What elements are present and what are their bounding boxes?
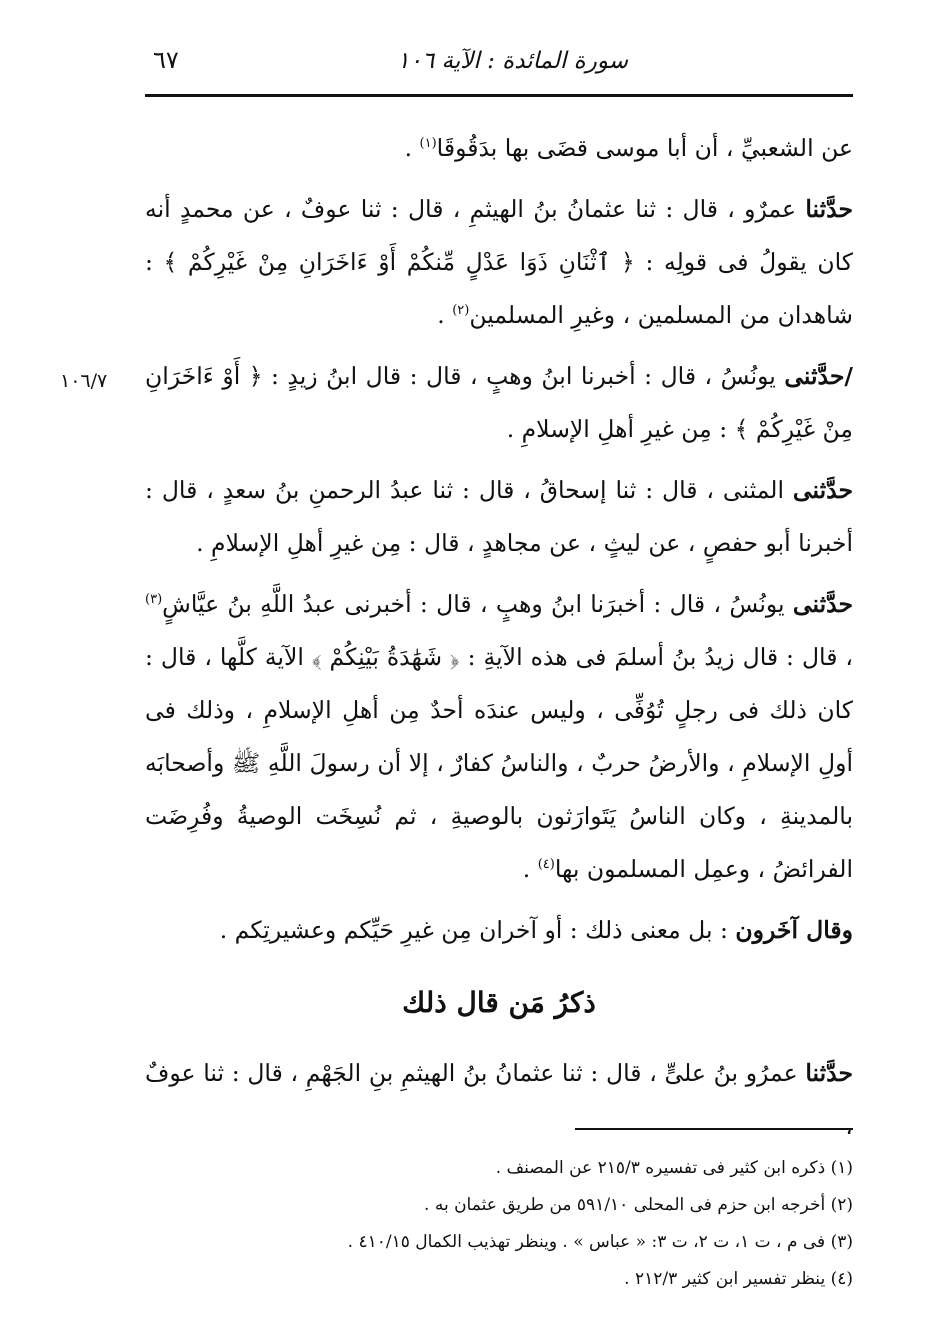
paragraph (145, 1047, 853, 1153)
header-rule (145, 94, 853, 97)
footnote-rule (575, 1128, 853, 1130)
paragraph-end: . (404, 134, 420, 162)
paragraph-end: . (437, 301, 453, 329)
paragraph-text: عن الشعبيِّ ، أن أبا موسى قضَى بها بدَقُوقَا (436, 134, 853, 162)
paragraph (145, 350, 853, 456)
footnote: (١) ذكره ابن كثير فى تفسيره ٢١٥/٣ عن المصنف . (495, 1158, 853, 1178)
footnote: (٤) ينظر تفسير ابن كثير ٢١٢/٣ . (624, 1269, 853, 1289)
paragraph (145, 464, 853, 570)
paragraph-end: ، قال : قال زيدُ بنُ أسلمَ فى هذه الآيةِ : ﴿ شَهَٰدَةُ بَيْنِكُمْ ﴾ الآية كلَّها ، قال : كان ذلك فى رجلٍ تُوُفِّى ، وليس عندَه أحدٌ مِن أهلِ الإسلامِ ، وذلك فى أولِ الإسلامِ ، والأرضُ حربٌ ، والناسُ كفارٌ ، إلا أن رسولَ اللَّهِ ﷺ وأصحابَه بالمدينةِ ، وكان الناسُ يَتَوارَثون بالوصيةِ ، ثم نُسِخَت الوصيةُ وفُرِضَت الفرائضُ ، وعمِل المسلمون بها (145, 643, 853, 883)
paragraph-text: : بل معنى ذلك : أو آخران مِن غيرِ حَيِّكم وعشيرتِكم . (219, 916, 736, 944)
paragraph-text: عمرٌو ، قال : ثنا عثمانُ بنُ الهيثمِ ، قال : ثنا عوفٌ ، عن محمدٍ أنه كان يقولُ فى قولِه : ﴿ ٱثْنَانِ ذَوَا عَدْلٍ مِّنكُمْ أَوْ ءَاخَرَانِ مِنْ غَيْرِكُمْ ﴾ : شاهدان من المسلمين ، وغيرِ المسلمين (145, 195, 853, 329)
footnotes (145, 1150, 853, 1298)
margin-reference: ١٠٦/٧ (60, 370, 108, 392)
section-heading: ذكرُ مَن قال ذلك (402, 986, 596, 1019)
footnote-marker: (٣) (145, 592, 163, 608)
paragraph (145, 183, 853, 342)
footnote-marker: (٢) (452, 303, 470, 319)
paragraph-lead: حدَّثنا (805, 195, 853, 223)
running-header (145, 40, 853, 90)
paragraph-lead: /حدَّثنى (784, 362, 853, 390)
footnote: (٣) فى م ، ت ١، ت ٢، ت ٣: « عباس » . وينظر تهذيب الكمال ٤١٠/١٥ . (347, 1232, 853, 1252)
footnote-marker: (١) (419, 136, 437, 152)
paragraph (145, 122, 853, 175)
paragraph-lead: حدَّثنى (792, 476, 853, 504)
paragraph (145, 904, 853, 957)
paragraph-lead: وقال آخَرون (735, 916, 853, 944)
footnote-marker: (٤) (537, 857, 555, 873)
paragraph-text: عمرُو بنُ علىٍّ ، قال : ثنا عثمانُ بنُ الهيثمِ بنِ الجَهْمِ ، قال : ثنا عوفٌ ، (145, 1059, 853, 1140)
header-title: سورة المائدة : الآية ١٠٦ (397, 48, 628, 74)
paragraph-text: يونُسُ ، قال : أخبرنا ابنُ وهبٍ ، قال : قال ابنُ زيدٍ : ﴿ أَوْ ءَاخَرَانِ مِنْ غَيْرِكُمْ ﴾ : مِن غيرِ أهلِ الإسلامِ . (145, 362, 853, 443)
main-text (145, 122, 853, 1153)
paragraph-text: المثنى ، قال : ثنا إسحاقُ ، قال : ثنا عبدُ الرحمنِ بنُ سعدٍ ، قال : أخبرنا أبو حفصٍ ، عن ليثٍ ، عن مجاهدٍ ، قال : مِن غيرِ أهلِ الإسلامِ . (145, 476, 853, 557)
paragraph-lead: حدَّثنى (792, 590, 853, 618)
paragraph-text: يونُسُ ، قال : أخبرَنا ابنُ وهبٍ ، قال : أخبرنى عبدُ اللَّهِ بنُ عيَّاشٍ (162, 590, 793, 618)
paragraph (145, 578, 853, 896)
paragraph-end: . (522, 855, 538, 883)
page-number: ٦٧ (153, 46, 179, 74)
footnote: (٢) أخرجه ابن حزم فى المحلى ٥٩١/١٠ من طريق عثمان به . (424, 1195, 853, 1215)
paragraph-lead: حدَّثنا (805, 1059, 853, 1087)
